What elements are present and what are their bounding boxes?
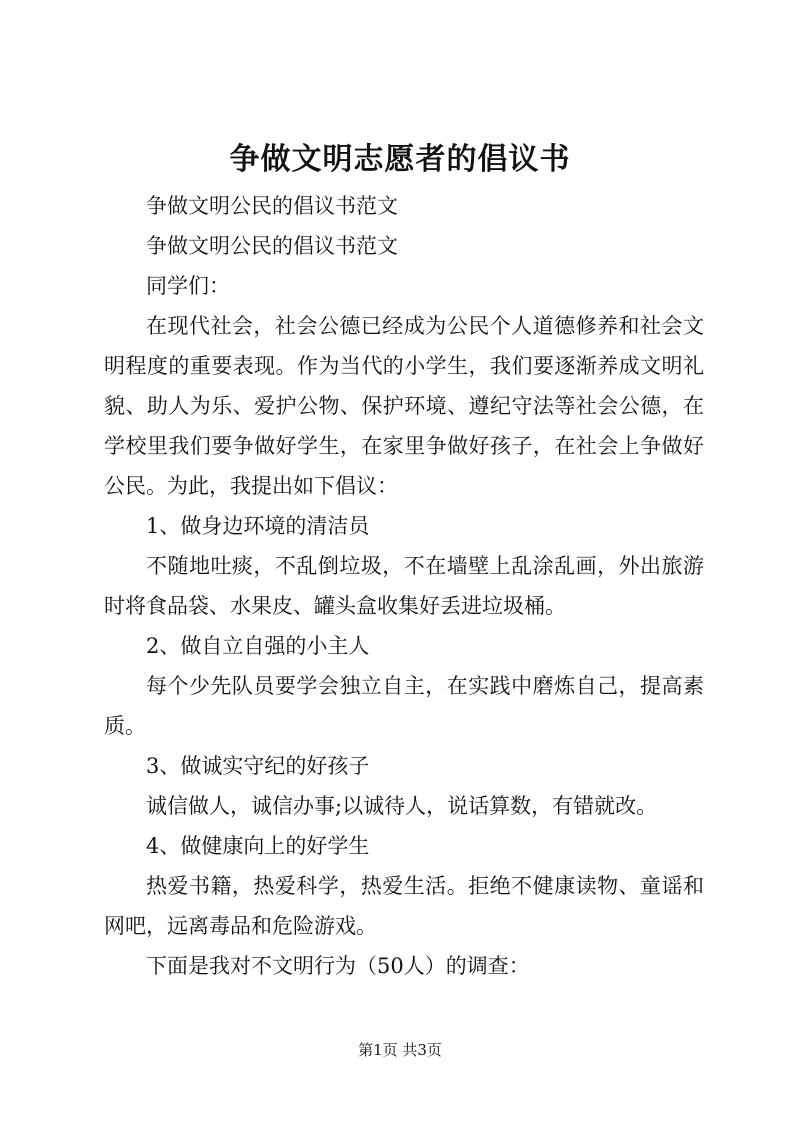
paragraph: 在现代社会，社会公德已经成为公民个人道德修养和社会文明程度的重要表现。作为当代的小学生，我们要逐渐养成文明礼貌、助人为乐、爱护公物、保护环境、遵纪守法等社会公德，在学校里我们要争做好学生，在家里争做好孩子，在社会上争做好公民。为此，我提出如下倡议： (104, 314, 704, 498)
paragraph: 争做文明公民的倡议书范文 (146, 234, 398, 258)
paragraph: 诚信做人，诚信办事;以诚待人，说话算数，有错就改。 (146, 794, 658, 818)
paragraph: 每个少先队员要学会独立自主，在实践中磨炼自己，提高素质。 (104, 674, 704, 738)
paragraph: 4、做健康向上的好学生 (146, 834, 370, 858)
document-title: 争做文明志愿者的倡议书 (229, 142, 571, 177)
paragraph: 2、做自立自强的小主人 (146, 634, 370, 658)
paragraph: 同学们： (146, 274, 230, 298)
document-body (104, 186, 704, 986)
paragraph: 争做文明公民的倡议书范文 (146, 194, 398, 218)
paragraph: 不随地吐痰，不乱倒垃圾，不在墙壁上乱涂乱画，外出旅游时将食品袋、水果皮、罐头盒收集好丢进垃圾桶。 (104, 554, 704, 618)
paragraph: 热爱书籍，热爱科学，热爱生活。拒绝不健康读物、童谣和网吧，远离毒品和危险游戏。 (104, 874, 704, 938)
paragraph: 1、做身边环境的清洁员 (146, 514, 370, 538)
paragraph: 下面是我对不文明行为（50人）的调查： (146, 954, 530, 978)
paragraph: 3、做诚实守纪的好孩子 (146, 754, 370, 778)
page-number-footer: 第1页 共3页 (358, 1041, 442, 1059)
